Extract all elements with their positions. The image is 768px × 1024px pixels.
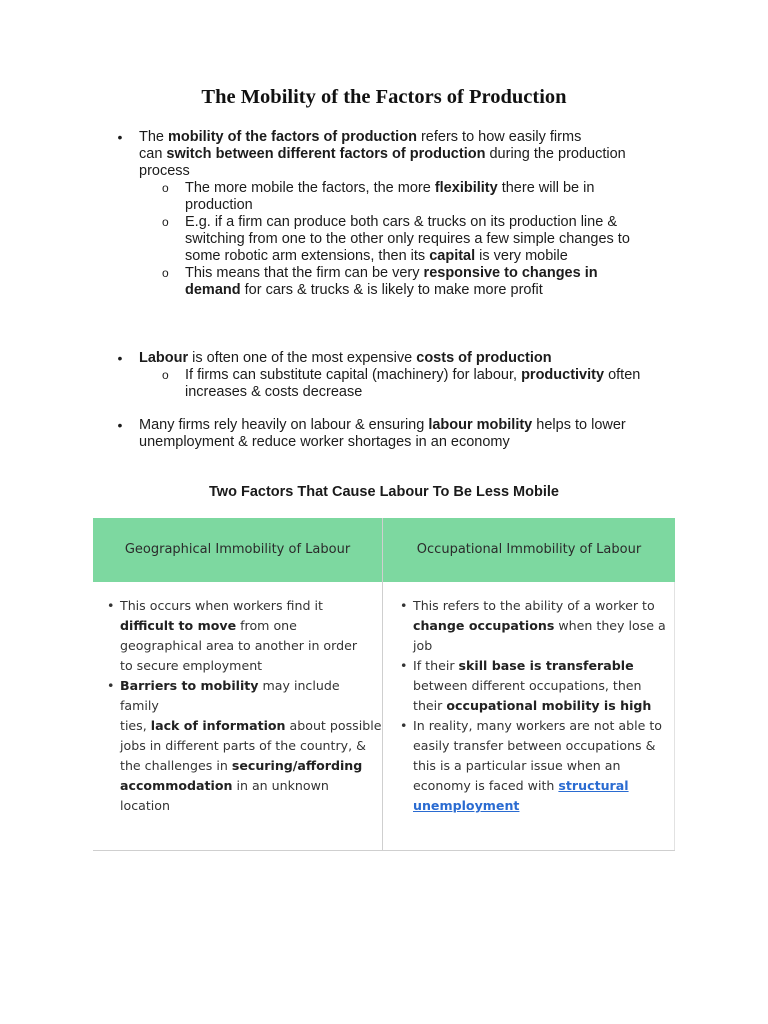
bullet-labour-cost: • Labour is often one of the most expensive costs of production — [139, 350, 684, 367]
table-header-row — [93, 518, 675, 582]
bullet-dot-icon: • — [117, 417, 123, 433]
header-occupational: Occupational Immobility of Labour — [416, 542, 642, 557]
immobility-table — [93, 518, 675, 851]
circle-bullet-icon: o — [162, 368, 169, 382]
bullet-dot-icon: • — [117, 129, 123, 145]
table-heading: Two Factors That Cause Labour To Be Less Mobile — [209, 484, 559, 500]
sub-bullet-productivity: o If firms can substitute capital (machinery) for labour, productivity often increases & costs decrease — [162, 367, 641, 400]
sub-bullet-example: o E.g. if a firm can produce both cars & trucks on its production line & switching from one to the other only requires a few simple changes to some robotic arm extensions, then its capital is very mobile — [162, 214, 630, 264]
sub-bullet-responsive: o This means that the firm can be very responsive to changes in demand for cars & trucks & is likely to make more profit — [162, 265, 598, 298]
header-geographical: Geographical Immobility of Labour — [124, 542, 351, 557]
structural-unemployment-link[interactable]: unemployment — [413, 798, 520, 813]
structural-unemployment-link[interactable]: structural — [558, 778, 629, 793]
list-item: • Barriers to mobility may include family ties, lack of information about possible jobs in different parts of the country, & the challenges in securing/affording accommodation in an unknown location — [120, 676, 382, 816]
column-divider — [382, 518, 383, 850]
sub-bullet-flexibility: o The more mobile the factors, the more flexibility there will be in production — [162, 180, 595, 213]
circle-bullet-icon: o — [162, 266, 169, 280]
page-title: The Mobility of the Factors of Production — [201, 86, 567, 108]
list-item: • This refers to the ability of a worker to change occupations when they lose a job — [413, 596, 671, 656]
list-item: • In reality, many workers are not able to easily transfer between occupations & this is a particular issue when an economy is faced with structural unemployment — [413, 716, 671, 816]
circle-bullet-icon: o — [162, 181, 169, 195]
bullet-labour-mobility: • Many firms rely heavily on labour & ensuring labour mobility helps to lower unemployment & reduce worker shortages in an economy — [139, 417, 684, 451]
circle-bullet-icon: o — [162, 215, 169, 229]
bullet-mobility-definition: • The mobility of the factors of production refers to how easily firms can switch between different factors of production during the production process — [139, 129, 684, 180]
cell-geographical — [120, 596, 382, 816]
bullet-dot-icon: • — [117, 350, 123, 366]
list-item: • This occurs when workers find it difficult to move from one geographical area to another in order to secure employment — [120, 596, 382, 676]
table-right-border — [674, 582, 675, 850]
list-item: • If their skill base is transferable between different occupations, then their occupational mobility is high — [413, 656, 671, 716]
cell-occupational — [413, 596, 671, 816]
